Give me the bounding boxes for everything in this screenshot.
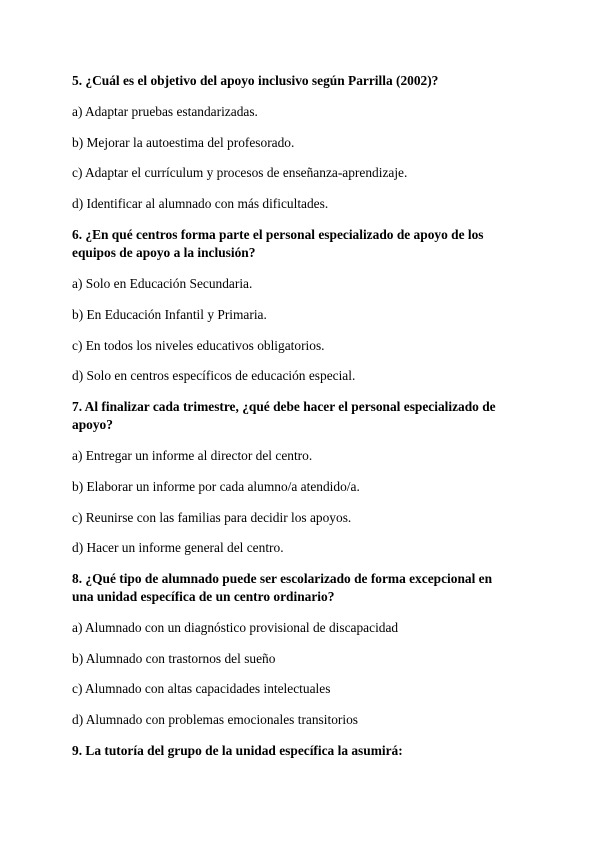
question-8-option-b: b) Alumnado con trastornos del sueño: [72, 651, 276, 666]
question-5-title: 5. ¿Cuál es el objetivo del apoyo inclusivo según Parrilla (2002)?: [72, 73, 439, 88]
question-7-title-line-2: apoyo?: [72, 417, 113, 432]
question-6-option-d: d) Solo en centros específicos de educación especial.: [72, 368, 356, 383]
question-8-option-d: d) Alumnado con problemas emocionales transitorios: [72, 712, 358, 727]
question-8-title-line-1: 8. ¿Qué tipo de alumnado puede ser escolarizado de forma excepcional en: [72, 571, 493, 586]
question-8-option-a: a) Alumnado con un diagnóstico provisional de discapacidad: [72, 620, 399, 635]
question-7-option-d: d) Hacer un informe general del centro.: [72, 540, 284, 555]
question-5-option-d: d) Identificar al alumnado con más dificultades.: [72, 196, 329, 211]
question-6-option-b: b) En Educación Infantil y Primaria.: [72, 307, 267, 322]
question-7-title-line-1: 7. Al finalizar cada trimestre, ¿qué debe hacer el personal especializado de: [72, 399, 496, 414]
question-8-title-line-2: una unidad específica de un centro ordinario?: [72, 589, 335, 604]
question-6-option-c: c) En todos los niveles educativos obligatorios.: [72, 338, 325, 353]
question-7-option-b: b) Elaborar un informe por cada alumno/a atendido/a.: [72, 479, 360, 494]
question-5-option-c: c) Adaptar el currículum y procesos de enseñanza-aprendizaje.: [72, 165, 408, 180]
question-9-title: 9. La tutoría del grupo de la unidad específica la asumirá:: [72, 743, 403, 758]
question-8-option-c: c) Alumnado con altas capacidades intelectuales: [72, 681, 331, 696]
question-6-title-line-2: equipos de apoyo a la inclusión?: [72, 245, 256, 260]
question-5-option-a: a) Adaptar pruebas estandarizadas.: [72, 104, 258, 119]
question-7-option-a: a) Entregar un informe al director del centro.: [72, 448, 313, 463]
question-7-option-c: c) Reunirse con las familias para decidir los apoyos.: [72, 510, 352, 525]
question-6-title-line-1: 6. ¿En qué centros forma parte el personal especializado de apoyo de los: [72, 227, 484, 242]
question-6-option-a: a) Solo en Educación Secundaria.: [72, 276, 253, 291]
question-5-option-b: b) Mejorar la autoestima del profesorado.: [72, 135, 295, 150]
